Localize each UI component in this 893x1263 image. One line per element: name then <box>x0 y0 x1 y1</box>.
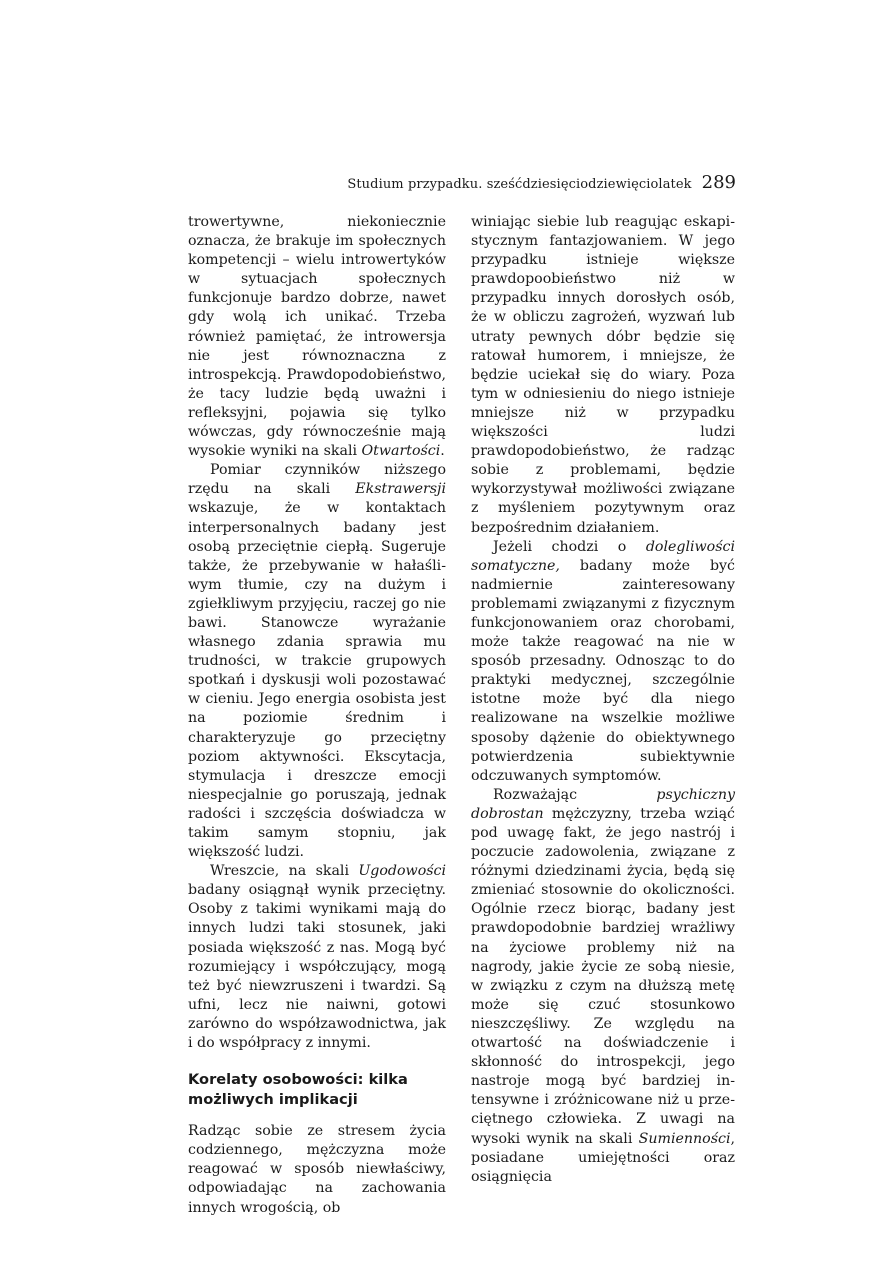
paragraph-wellbeing <box>471 786 735 1187</box>
paragraph-text: Rozważając <box>493 786 657 803</box>
emphasis-term: psychiczny dobrostan <box>471 786 735 822</box>
emphasis-term: Otwartości <box>361 443 441 460</box>
right-column <box>471 213 735 1187</box>
paragraph-text: , posiadane umiejętności oraz osiągnięcia <box>471 1130 735 1185</box>
paragraph-introversion <box>188 213 446 461</box>
paragraph-text: badany może być nadmiernie zainteresowany problemami związanymi z fizycznym funkcjonowaniem oraz chorobami, może także reagować na nie w sposób przesadny. Odnosząc to do praktyki medycznej, szczególnie istotne może być dla niego realizowane na wszelkie możliwe sposoby dążenie do obiektywnego potwierdzenia subiektywnie odczuwanych symptomów. <box>471 557 735 784</box>
paragraph-coping: Radząc sobie ze stresem życia codziennego, mężczyzna może reagować w sposób niewłaściwy, odpowiadając na zachowania innych wrogością, ob <box>188 1123 446 1216</box>
emphasis-term: Ekstrawersji <box>355 481 446 498</box>
paragraph-somatic <box>471 538 735 786</box>
page-number: 289 <box>701 172 736 193</box>
paragraph-text: wskazuje, że w kontaktach interpersonalnych badany jest osobą przeciętnie ciepłą. Sugeruje także, że przebywanie w hałaśliwym tłumie, czy na dużym i zgiełkliwym przyjęciu, raczej go nie bawi. Stanowcze wyrażanie własnego zdania sprawia mu trudności, w trakcie grupowych spotkań i dyskusji woli pozostawać w cieniu. Jego energia osobista jest na poziomie średnim i charakteryzuje go przeciętny poziom aktywności. Ekscytacja, stymulacja i dreszcze emocji niespecjalnie go poruszają, jednak radości i szczęścia doświadcza w takim samym stopniu, jak większość ludzi. <box>188 500 446 861</box>
paragraph-text: mężczyzny, trzeba wziąć pod uwagę fakt, że jego nastrój i poczucie zadowolenia, związane z różnymi dziedzinami życia, będą się zmieniać stosownie do okoliczności. Ogólnie rzecz biorąc, badany jest prawdopodobnie bardziej wrażliwy na życiowe problemy niż na nagrody, jakie życie ze sobą niesie, w związku z czym na dłuższą metę może się czuć stosunkowo nieszczęśliwy. Ze względu na otwartość na doświadczenie i skłonność do introspekcji, jego nastroje mogą być bardziej intensywne i zróżnicowane niż u przeciętnego człowieka. Z uwagi na wysoki wynik na skali <box>471 805 735 1147</box>
section-heading: Korelaty osobowości: kilka możliwych implikacji <box>188 1071 408 1108</box>
emphasis-term: dolegliwości somatyczne, <box>471 538 735 574</box>
paragraph-text: Jeżeli chodzi o <box>493 538 646 555</box>
paragraph-agreeableness <box>188 862 446 1053</box>
paragraph-text: Pomiar czynników niższego rzędu na skali <box>188 462 446 498</box>
paragraph-text: Wreszcie, na skali <box>210 863 359 880</box>
running-title: Studium przypadku. sześćdziesięciodziewięciolatek <box>347 177 692 192</box>
paragraph-text: trowertywne, niekoniecznie oznacza, że brakuje im społecznych kompetencji – wielu introwertyków w sytuacjach społecznych funkcjonuje bardzo dobrze, nawet gdy wolą ich unikać. Trzeba również pamiętać, że introwersja nie jest równoznaczna z introspekcją. Prawdopodobieństwo, że tacy ludzie będą uważni i refleksyjni, pojawia się tylko wówczas, gdy równocześnie mają wysokie wyniki na skali <box>188 214 446 460</box>
paragraph-extraversion <box>188 461 446 862</box>
paragraph-text: . <box>440 443 445 460</box>
paragraph-coping-continued: winiając siebie lub reagując eskapistycznym fantazjowaniem. W jego przypadku istnieje większe prawdopoobieństwo niż w przypadku innych dorosłych osób, że w obliczu zagrożeń, wyzwań lub utraty pewnych dóbr będzie się ratował humorem, i mniejsze, że będzie uciekał się do wiary. Poza tym w odniesieniu do niego istnieje mniejsze niż w przypadku większości ludzi prawdopodobieństwo, że radząc sobie z problemami, będzie wykorzystywał możliwości związane z myśleniem pozytywnym oraz bezpośrednim działaniem. <box>471 214 735 536</box>
left-column <box>188 213 446 1218</box>
emphasis-term: Ugodowości <box>358 863 446 880</box>
emphasis-term: Sumienności <box>638 1130 731 1147</box>
page-header <box>188 172 736 193</box>
paragraph-text: badany osiągnął wynik przeciętny. Osoby z takimi wynikami mają do innych ludzi taki stosunek, jaki posiada większość z nas. Mogą być rozumiejący i współczujący, mogą też być niewzruszeni i twardzi. Są ufni, lecz nie naiwni, gotowi zarówno do współzawodnictwa, jak i do współpracy z innymi. <box>188 882 446 1052</box>
